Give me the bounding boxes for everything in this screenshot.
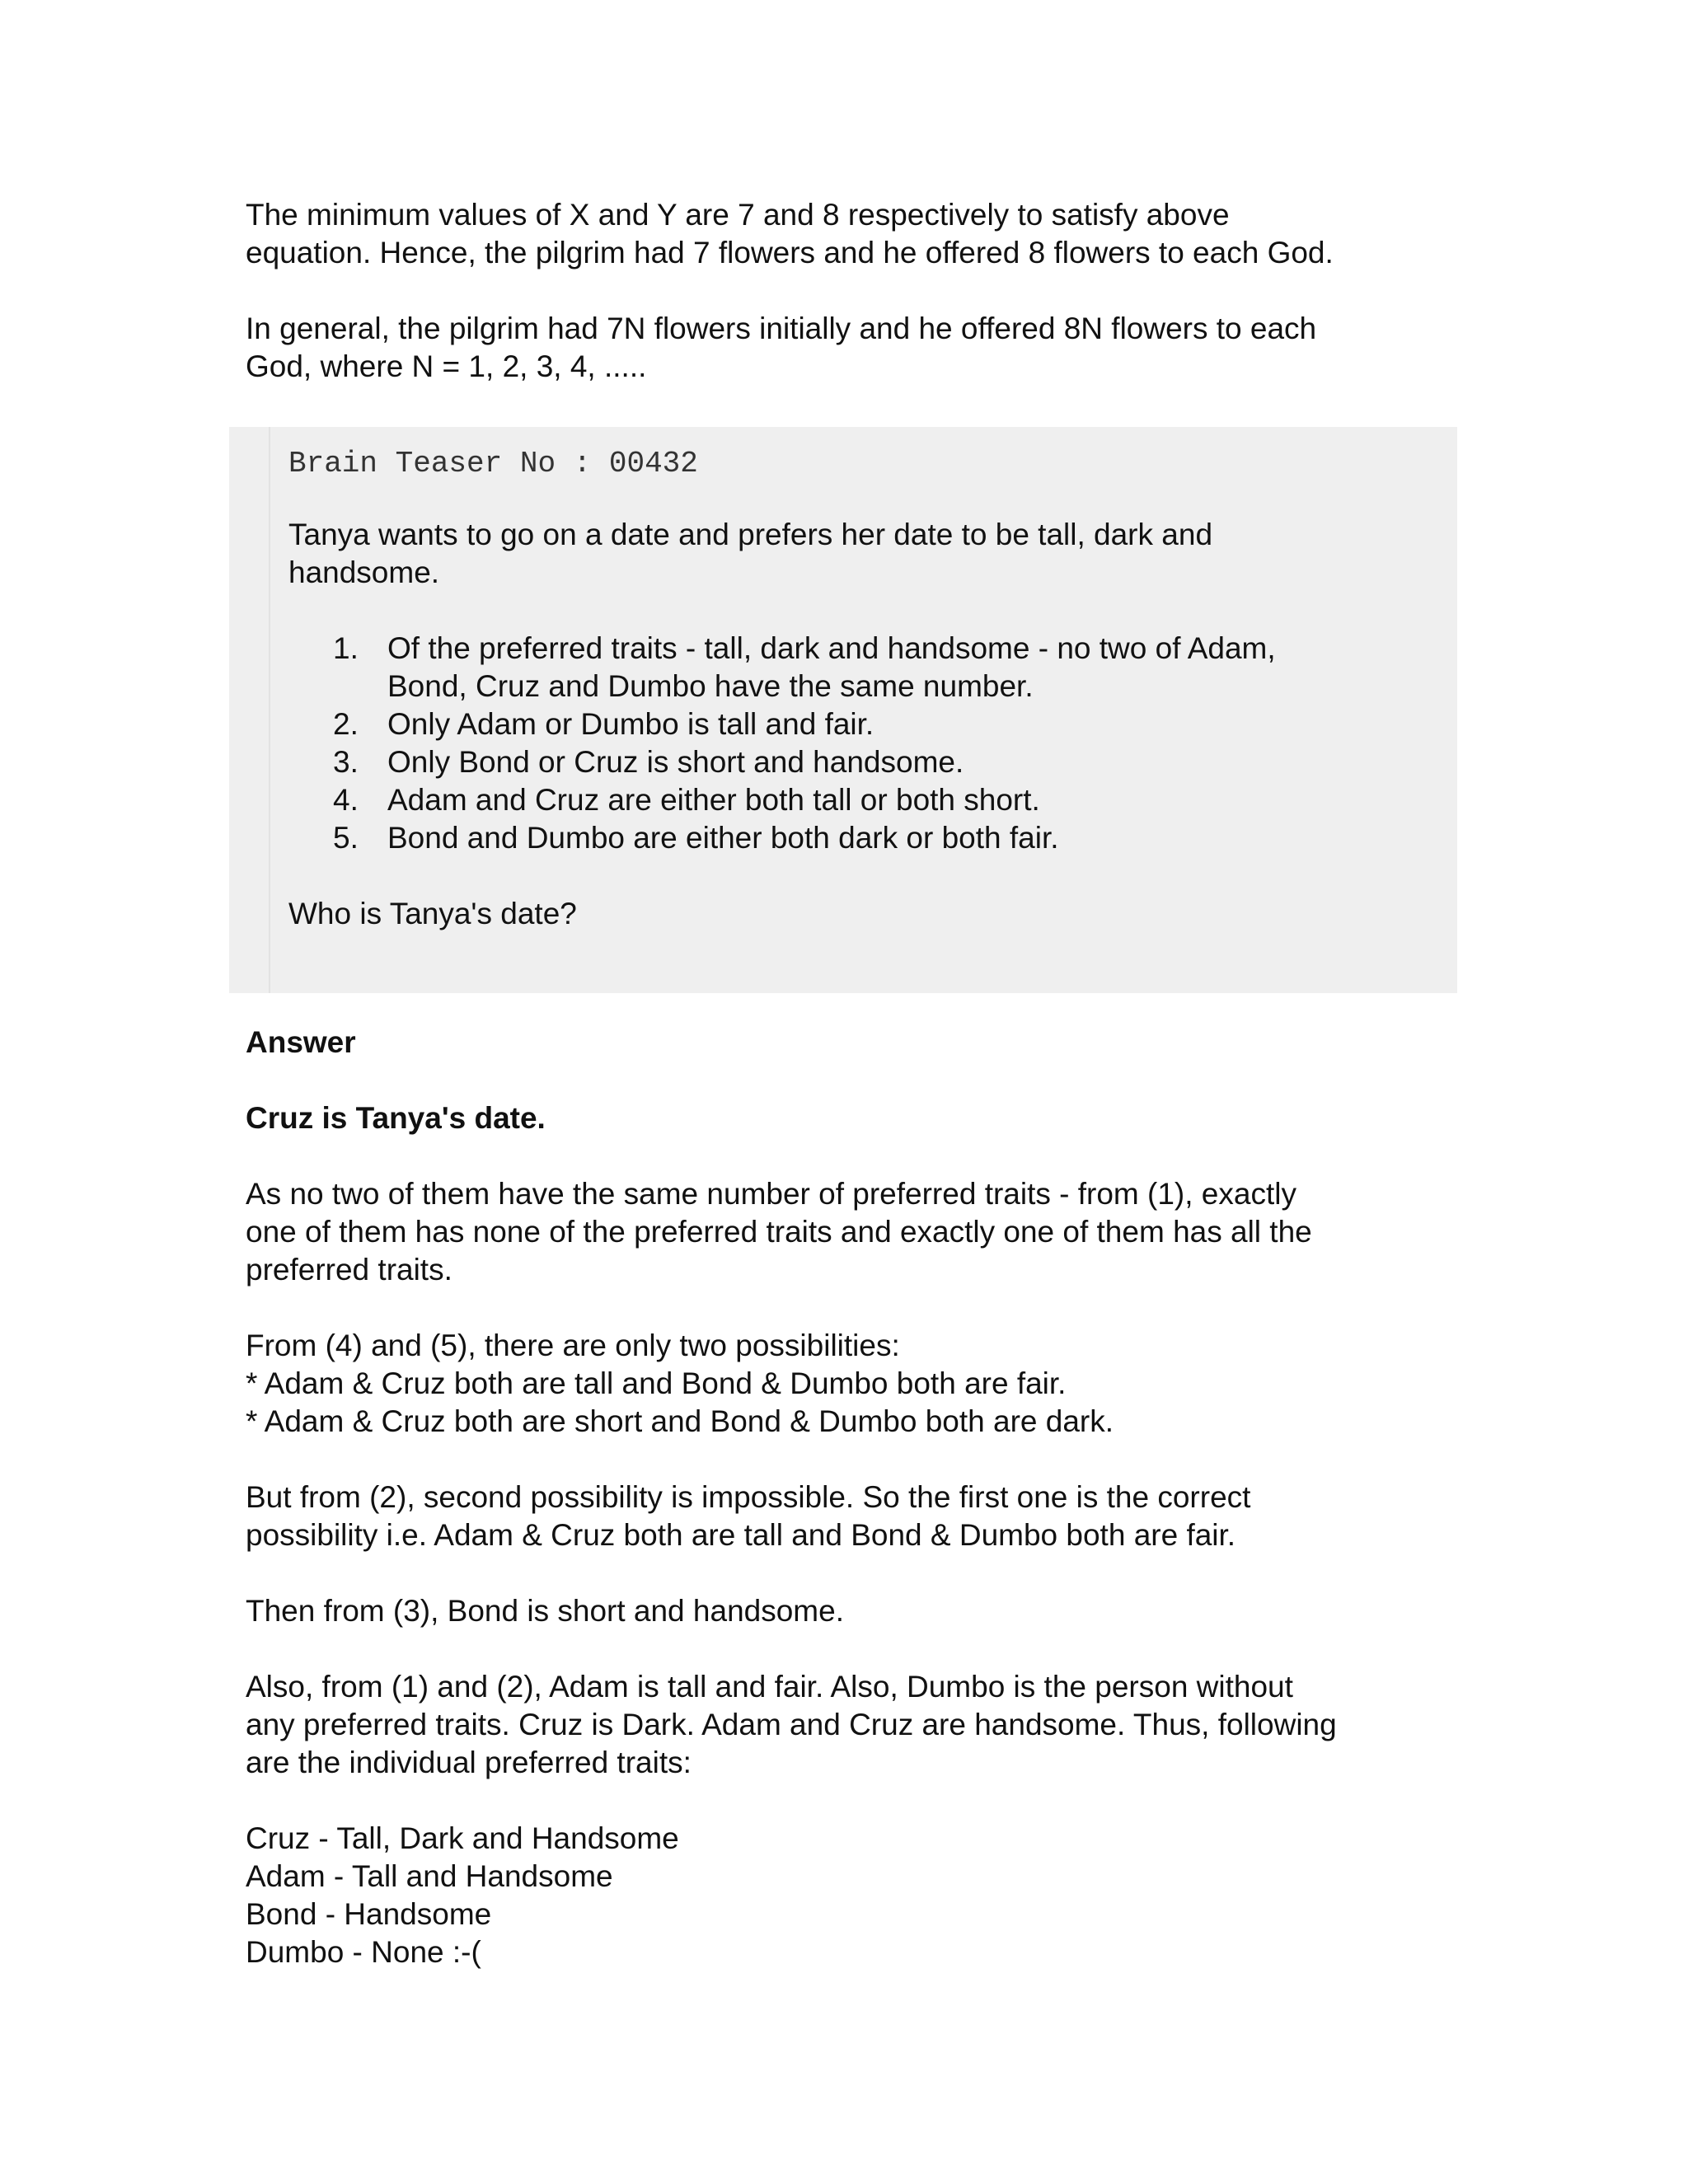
trait-line: Bond - Handsome [246,1897,492,1931]
clue-list [288,630,1409,857]
clue-number: 5. [333,821,359,855]
text-line: Also, from (1) and (2), Adam is tall and fair. Also, Dumbo is the person without [246,1670,1293,1704]
list-item [288,781,1409,819]
teaser-number: Brain Teaser No : 00432 [288,447,698,480]
text-line: * Adam & Cruz both are short and Bond & Dumbo both are dark. [246,1404,1114,1438]
list-item [288,819,1409,857]
list-item [288,630,1409,705]
text-line: are the individual preferred traits: [246,1746,692,1779]
clue-number: 2. [333,707,359,741]
text-line: But from (2), second possibility is impossible. So the first one is the correct [246,1480,1251,1514]
text-line: one of them has none of the preferred traits and exactly one of them has all the [246,1215,1312,1249]
answer-paragraph-5 [246,1668,1449,1782]
answer-paragraph-1 [246,1175,1449,1289]
teaser-question [288,516,1409,592]
answer-result: Cruz is Tanya's date. [246,1101,546,1135]
clue-text: Of the preferred traits - tall, dark and handsome - no two of Adam, [387,631,1276,665]
text-line: * Adam & Cruz both are tall and Bond & Dumbo both are fair. [246,1366,1067,1400]
text-line: Then from (3), Bond is short and handsome. [246,1594,844,1628]
answer-paragraph-4 [246,1592,1449,1630]
text-line: handsome. [288,555,440,589]
text-line: From (4) and (5), there are only two possibilities: [246,1329,900,1362]
brain-teaser-box [229,427,1457,993]
answer-paragraph-3 [246,1479,1449,1554]
clue-text: Bond, Cruz and Dumbo have the same number. [387,669,1034,703]
intro-paragraph-1 [246,196,1449,272]
text-line: preferred traits. [246,1253,452,1286]
clue-number: 1. [333,631,359,665]
text-line: God, where N = 1, 2, 3, 4, ..... [246,349,647,383]
teaser-closing-question: Who is Tanya's date? [288,897,577,930]
list-item [288,705,1409,743]
trait-line: Adam - Tall and Handsome [246,1859,613,1893]
list-item [288,743,1409,781]
text-line: In general, the pilgrim had 7N flowers initially and he offered 8N flowers to each [246,312,1317,345]
answer-heading: Answer [246,1025,356,1059]
clue-number: 3. [333,745,359,779]
text-line: Tanya wants to go on a date and prefers her date to be tall, dark and [288,518,1213,551]
trait-line: Cruz - Tall, Dark and Handsome [246,1821,679,1855]
clue-text: Bond and Dumbo are either both dark or both fair. [387,821,1059,855]
traits-list [246,1820,1449,1971]
intro-paragraph-2 [246,310,1449,386]
clue-text: Adam and Cruz are either both tall or both short. [387,783,1040,817]
clue-text: Only Bond or Cruz is short and handsome. [387,745,964,779]
trait-line: Dumbo - None :-( [246,1935,481,1969]
answer-paragraph-2 [246,1327,1449,1441]
text-line: equation. Hence, the pilgrim had 7 flowers and he offered 8 flowers to each God. [246,236,1334,269]
text-line: The minimum values of X and Y are 7 and 8 respectively to satisfy above [246,198,1230,232]
teaser-divider [269,427,270,993]
text-line: possibility i.e. Adam & Cruz both are tall and Bond & Dumbo both are fair. [246,1518,1236,1552]
text-line: As no two of them have the same number of preferred traits - from (1), exactly [246,1177,1296,1211]
text-line: any preferred traits. Cruz is Dark. Adam and Cruz are handsome. Thus, following [246,1708,1337,1741]
clue-text: Only Adam or Dumbo is tall and fair. [387,707,874,741]
clue-number: 4. [333,783,359,817]
